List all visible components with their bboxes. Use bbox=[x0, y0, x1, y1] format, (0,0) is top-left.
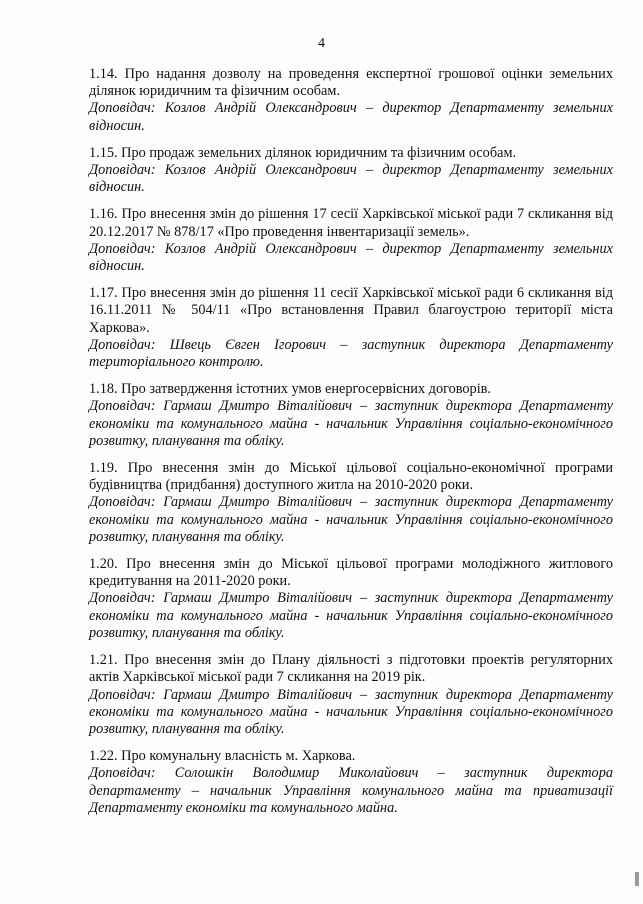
agenda-item-speaker: Доповідач: Гармаш Дмитро Віталійович – заступник директора Департаменту економіки та комунального майна - начальник Управління соціально-економічного розвитку, планування та обліку. bbox=[89, 398, 613, 449]
agenda-item-title: 1.14. Про надання дозволу на проведення експертної грошової оцінки земельних ділянок юридичним та фізичним особам. bbox=[89, 66, 613, 100]
agenda-item-title: 1.22. Про комунальну власність м. Харкова. bbox=[89, 748, 356, 765]
page-number: 4 bbox=[318, 36, 325, 51]
agenda-item-speaker: Доповідач: Солошкін Володимир Миколайович – заступник директора департаменту – начальник Управління комунального майна та приватизації Департаменту економіки та комунального майна. bbox=[89, 765, 613, 816]
agenda-item-speaker: Доповідач: Гармаш Дмитро Віталійович – заступник директора Департаменту економіки та комунального майна - начальник Управління соціально-економічного розвитку, планування та обліку. bbox=[89, 494, 613, 545]
agenda-item-title: 1.15. Про продаж земельних ділянок юридичним та фізичним особам. bbox=[89, 144, 517, 161]
agenda-item-1-21 bbox=[89, 652, 613, 738]
agenda-item-1-16 bbox=[89, 206, 613, 275]
agenda-item-title: 1.20. Про внесення змін до Міської цільової програми молодіжного житлового кредитування на 2011-2020 роки. bbox=[89, 556, 613, 590]
agenda-item-speaker: Доповідач: Козлов Андрій Олександрович – директор Департаменту земельних відносин. bbox=[89, 100, 613, 134]
agenda-item-1-19 bbox=[89, 460, 613, 546]
agenda-item-title: 1.16. Про внесення змін до рішення 17 сесії Харківської міської ради 7 скликання від 20.12.2017 № 878/17 «Про проведення інвентаризації земель». bbox=[89, 206, 613, 240]
agenda-item-speaker: Доповідач: Гармаш Дмитро Віталійович – заступник директора Департаменту економіки та комунального майна - начальник Управління соціально-економічного розвитку, планування та обліку. bbox=[89, 686, 613, 737]
agenda-item-1-14 bbox=[89, 66, 613, 135]
agenda-item-title: 1.19. Про внесення змін до Міської цільової соціально-економічної програми будівництва (придбання) доступного житла на 2010-2020 роки. bbox=[89, 460, 613, 494]
agenda-item-speaker: Доповідач: Швець Євген Ігорович – заступник директора Департаменту територіального контролю. bbox=[89, 336, 613, 371]
scan-edge-mark bbox=[635, 872, 639, 886]
agenda-item-title: 1.17. Про внесення змін до рішення 11 сесії Харківської міської ради 6 скликання від 16.11.2011 № 504/11 «Про встановлення Правил благоустрою території міста Харкова». bbox=[89, 285, 613, 336]
agenda-item-1-22 bbox=[89, 748, 613, 817]
agenda-item-speaker: Доповідач: Козлов Андрій Олександрович – директор Департаменту земельних відносин. bbox=[89, 162, 613, 196]
agenda-item-title: 1.21. Про внесення змін до Плану діяльності з підготовки проектів регуляторних актів Харківської міської ради 7 скликання на 2019 рік. bbox=[89, 652, 613, 686]
agenda-item-1-18 bbox=[89, 381, 613, 450]
agenda-item-1-17 bbox=[89, 285, 613, 371]
agenda-item-speaker: Доповідач: Гармаш Дмитро Віталійович – заступник директора Департаменту економіки та комунального майна - начальник Управління соціально-економічного розвитку, планування та обліку. bbox=[89, 590, 613, 641]
agenda-item-title: 1.18. Про затвердження істотних умов енергосервісних договорів. bbox=[89, 381, 491, 398]
agenda-item-1-20 bbox=[89, 556, 613, 642]
agenda-item-speaker: Доповідач: Козлов Андрій Олександрович – директор Департаменту земельних відносин. bbox=[89, 240, 613, 275]
agenda-item-1-15 bbox=[89, 145, 613, 197]
agenda-list bbox=[89, 66, 613, 827]
